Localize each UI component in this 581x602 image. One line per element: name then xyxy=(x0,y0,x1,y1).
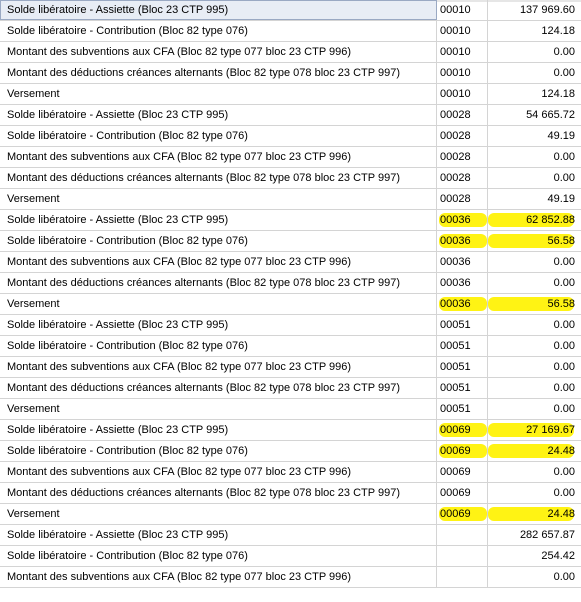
amount-cell[interactable] xyxy=(488,357,581,377)
label-cell[interactable] xyxy=(0,462,437,482)
amount-text: 124.18 xyxy=(541,25,575,37)
amount-cell[interactable] xyxy=(488,399,581,419)
amount-text: 0.00 xyxy=(553,487,575,499)
table-row[interactable] xyxy=(0,273,581,294)
label-text: Solde libératoire - Assiette (Bloc 23 CTP 995) xyxy=(7,529,229,541)
code-text: 00028 xyxy=(440,151,471,163)
label-cell[interactable] xyxy=(0,147,437,167)
amount-cell[interactable] xyxy=(488,168,581,188)
code-cell[interactable] xyxy=(437,525,488,545)
code-text: 00028 xyxy=(440,130,471,142)
code-text: 00036 xyxy=(440,214,471,226)
table-row[interactable] xyxy=(0,189,581,210)
table-row[interactable] xyxy=(0,231,581,252)
amount-cell[interactable] xyxy=(488,546,581,566)
amount-cell[interactable] xyxy=(488,315,581,335)
amount-text: 0.00 xyxy=(553,403,575,415)
code-cell[interactable] xyxy=(437,357,488,377)
label-text: Montant des subventions aux CFA (Bloc 82 type 077 bloc 23 CTP 996) xyxy=(7,466,352,478)
amount-text: 0.00 xyxy=(553,361,575,373)
table-row[interactable] xyxy=(0,315,581,336)
amount-text: 27 169.67 xyxy=(526,424,575,436)
label-cell[interactable] xyxy=(0,168,437,188)
code-text: 00069 xyxy=(440,424,471,436)
label-text: Solde libératoire - Assiette (Bloc 23 CTP 995) xyxy=(7,4,229,16)
label-text: Solde libératoire - Assiette (Bloc 23 CTP 995) xyxy=(7,109,229,121)
label-text: Montant des déductions créances alternants (Bloc 82 type 078 bloc 23 CTP 997) xyxy=(7,172,400,184)
label-cell[interactable] xyxy=(0,525,437,545)
code-cell[interactable] xyxy=(437,189,488,209)
amount-text: 56.58 xyxy=(547,298,575,310)
code-cell[interactable] xyxy=(437,273,488,293)
label-cell[interactable] xyxy=(0,567,437,587)
amount-cell[interactable] xyxy=(488,42,581,62)
table-row[interactable] xyxy=(0,252,581,273)
table-row[interactable] xyxy=(0,21,581,42)
table-row[interactable] xyxy=(0,483,581,504)
amount-cell[interactable] xyxy=(488,189,581,209)
amount-text: 24.48 xyxy=(547,445,575,457)
label-text: Versement xyxy=(7,298,60,310)
amount-text: 0.00 xyxy=(553,319,575,331)
code-cell[interactable] xyxy=(437,399,488,419)
code-text: 00051 xyxy=(440,361,471,373)
table-row[interactable] xyxy=(0,84,581,105)
amount-text: 54 665.72 xyxy=(526,109,575,121)
label-cell[interactable] xyxy=(0,0,437,20)
amount-cell[interactable] xyxy=(488,462,581,482)
code-cell[interactable] xyxy=(437,504,488,524)
label-cell[interactable] xyxy=(0,378,437,398)
code-cell[interactable] xyxy=(437,21,488,41)
label-cell[interactable] xyxy=(0,504,437,524)
label-text: Solde libératoire - Assiette (Bloc 23 CTP 995) xyxy=(7,319,229,331)
code-text: 00010 xyxy=(440,46,471,58)
table-row[interactable] xyxy=(0,63,581,84)
label-text: Versement xyxy=(7,88,60,100)
label-cell[interactable] xyxy=(0,357,437,377)
table-row[interactable] xyxy=(0,0,581,21)
amount-text: 56.58 xyxy=(547,235,575,247)
amount-text: 0.00 xyxy=(553,571,575,583)
code-cell[interactable] xyxy=(437,168,488,188)
label-text: Versement xyxy=(7,403,60,415)
label-text: Solde libératoire - Contribution (Bloc 82 type 076) xyxy=(7,130,248,142)
label-cell[interactable] xyxy=(0,105,437,125)
table-row[interactable] xyxy=(0,399,581,420)
label-cell[interactable] xyxy=(0,336,437,356)
amount-cell[interactable] xyxy=(488,504,581,524)
label-text: Montant des déductions créances alternants (Bloc 82 type 078 bloc 23 CTP 997) xyxy=(7,487,400,499)
amount-cell[interactable] xyxy=(488,567,581,587)
amount-cell[interactable] xyxy=(488,231,581,251)
amount-text: 49.19 xyxy=(547,130,575,142)
table-row[interactable] xyxy=(0,525,581,546)
table-row[interactable] xyxy=(0,378,581,399)
label-cell[interactable] xyxy=(0,483,437,503)
table-row[interactable] xyxy=(0,420,581,441)
code-cell[interactable] xyxy=(437,441,488,461)
label-text: Solde libératoire - Contribution (Bloc 82 type 076) xyxy=(7,235,248,247)
code-text: 00069 xyxy=(440,487,471,499)
code-cell[interactable] xyxy=(437,336,488,356)
label-cell[interactable] xyxy=(0,315,437,335)
amount-cell[interactable] xyxy=(488,525,581,545)
label-text: Montant des subventions aux CFA (Bloc 82 type 077 bloc 23 CTP 996) xyxy=(7,571,352,583)
label-cell[interactable] xyxy=(0,441,437,461)
code-cell[interactable] xyxy=(437,210,488,230)
label-text: Solde libératoire - Contribution (Bloc 82 type 076) xyxy=(7,445,248,457)
code-text: 00036 xyxy=(440,298,471,310)
table-row[interactable] xyxy=(0,126,581,147)
code-cell[interactable] xyxy=(437,231,488,251)
label-text: Solde libératoire - Assiette (Bloc 23 CTP 995) xyxy=(7,214,229,226)
label-cell[interactable] xyxy=(0,546,437,566)
label-text: Montant des déductions créances alternants (Bloc 82 type 078 bloc 23 CTP 997) xyxy=(7,382,400,394)
table-row[interactable] xyxy=(0,210,581,231)
amount-cell[interactable] xyxy=(488,294,581,314)
code-cell[interactable] xyxy=(437,483,488,503)
amount-text: 24.48 xyxy=(547,508,575,520)
label-cell[interactable] xyxy=(0,210,437,230)
label-text: Versement xyxy=(7,508,60,520)
label-cell[interactable] xyxy=(0,63,437,83)
amount-cell[interactable] xyxy=(488,336,581,356)
table-row[interactable] xyxy=(0,462,581,483)
amount-cell[interactable] xyxy=(488,252,581,272)
code-cell[interactable] xyxy=(437,315,488,335)
amount-text: 0.00 xyxy=(553,277,575,289)
amount-text: 282 657.87 xyxy=(519,529,575,541)
amount-text: 62 852.88 xyxy=(526,214,575,226)
code-cell[interactable] xyxy=(437,567,488,587)
code-cell[interactable] xyxy=(437,462,488,482)
label-text: Versement xyxy=(7,193,60,205)
table-row[interactable] xyxy=(0,567,581,588)
amount-text: 0.00 xyxy=(553,46,575,58)
label-text: Solde libératoire - Contribution (Bloc 82 type 076) xyxy=(7,340,248,352)
code-text: 00010 xyxy=(440,88,471,100)
label-cell[interactable] xyxy=(0,21,437,41)
label-cell[interactable] xyxy=(0,189,437,209)
amount-text: 49.19 xyxy=(547,193,575,205)
code-text: 00010 xyxy=(440,25,471,37)
label-text: Montant des subventions aux CFA (Bloc 82 type 077 bloc 23 CTP 996) xyxy=(7,256,352,268)
amount-cell[interactable] xyxy=(488,84,581,104)
label-cell[interactable] xyxy=(0,84,437,104)
amount-cell[interactable] xyxy=(488,126,581,146)
label-text: Montant des déductions créances alternants (Bloc 82 type 078 bloc 23 CTP 997) xyxy=(7,67,400,79)
code-cell[interactable] xyxy=(437,420,488,440)
amount-cell[interactable] xyxy=(488,273,581,293)
amount-text: 0.00 xyxy=(553,67,575,79)
amount-cell[interactable] xyxy=(488,378,581,398)
table-row[interactable] xyxy=(0,147,581,168)
code-cell[interactable] xyxy=(437,63,488,83)
code-cell[interactable] xyxy=(437,147,488,167)
code-text: 00051 xyxy=(440,382,471,394)
code-cell[interactable] xyxy=(437,126,488,146)
code-text: 00010 xyxy=(440,4,471,16)
code-cell[interactable] xyxy=(437,294,488,314)
code-text: 00028 xyxy=(440,193,471,205)
table-row[interactable] xyxy=(0,336,581,357)
amount-text: 124.18 xyxy=(541,88,575,100)
code-text: 00051 xyxy=(440,319,471,331)
label-cell[interactable] xyxy=(0,42,437,62)
code-text: 00069 xyxy=(440,508,471,520)
code-text: 00036 xyxy=(440,235,471,247)
label-text: Montant des déductions créances alternants (Bloc 82 type 078 bloc 23 CTP 997) xyxy=(7,277,400,289)
code-text: 00069 xyxy=(440,445,471,457)
amount-text: 0.00 xyxy=(553,172,575,184)
code-text: 00036 xyxy=(440,277,471,289)
amount-text: 0.00 xyxy=(553,151,575,163)
amount-cell[interactable] xyxy=(488,21,581,41)
code-text: 00051 xyxy=(440,340,471,352)
code-text: 00051 xyxy=(440,403,471,415)
code-cell[interactable] xyxy=(437,378,488,398)
amount-cell[interactable] xyxy=(488,0,581,20)
code-cell[interactable] xyxy=(437,84,488,104)
amount-text: 0.00 xyxy=(553,256,575,268)
amount-text: 0.00 xyxy=(553,466,575,478)
label-cell[interactable] xyxy=(0,231,437,251)
code-cell[interactable] xyxy=(437,0,488,20)
code-text: 00010 xyxy=(440,67,471,79)
label-text: Solde libératoire - Assiette (Bloc 23 CTP 995) xyxy=(7,424,229,436)
amount-text: 0.00 xyxy=(553,340,575,352)
table-row[interactable] xyxy=(0,357,581,378)
table-row[interactable] xyxy=(0,441,581,462)
code-cell[interactable] xyxy=(437,105,488,125)
code-cell[interactable] xyxy=(437,546,488,566)
label-cell[interactable] xyxy=(0,294,437,314)
table-row[interactable] xyxy=(0,105,581,126)
label-text: Solde libératoire - Contribution (Bloc 82 type 076) xyxy=(7,25,248,37)
label-text: Montant des subventions aux CFA (Bloc 82 type 077 bloc 23 CTP 996) xyxy=(7,151,352,163)
label-text: Solde libératoire - Contribution (Bloc 82 type 076) xyxy=(7,550,248,562)
code-text: 00036 xyxy=(440,256,471,268)
label-text: Montant des subventions aux CFA (Bloc 82 type 077 bloc 23 CTP 996) xyxy=(7,46,352,58)
code-text: 00028 xyxy=(440,172,471,184)
code-cell[interactable] xyxy=(437,42,488,62)
code-cell[interactable] xyxy=(437,252,488,272)
table-row[interactable] xyxy=(0,546,581,567)
amount-cell[interactable] xyxy=(488,483,581,503)
code-text: 00028 xyxy=(440,109,471,121)
label-cell[interactable] xyxy=(0,252,437,272)
table-row[interactable] xyxy=(0,168,581,189)
code-text: 00069 xyxy=(440,466,471,478)
label-cell[interactable] xyxy=(0,126,437,146)
amount-cell[interactable] xyxy=(488,420,581,440)
label-cell[interactable] xyxy=(0,420,437,440)
amount-cell[interactable] xyxy=(488,210,581,230)
amount-cell[interactable] xyxy=(488,147,581,167)
label-text: Montant des subventions aux CFA (Bloc 82 type 077 bloc 23 CTP 996) xyxy=(7,361,352,373)
label-cell[interactable] xyxy=(0,273,437,293)
table-row[interactable] xyxy=(0,294,581,315)
table-row[interactable] xyxy=(0,504,581,525)
amount-text: 137 969.60 xyxy=(519,4,575,16)
amount-cell[interactable] xyxy=(488,441,581,461)
table-row[interactable] xyxy=(0,42,581,63)
amount-cell[interactable] xyxy=(488,105,581,125)
amount-text: 0.00 xyxy=(553,382,575,394)
amount-cell[interactable] xyxy=(488,63,581,83)
label-cell[interactable] xyxy=(0,399,437,419)
amount-text: 254.42 xyxy=(541,550,575,562)
